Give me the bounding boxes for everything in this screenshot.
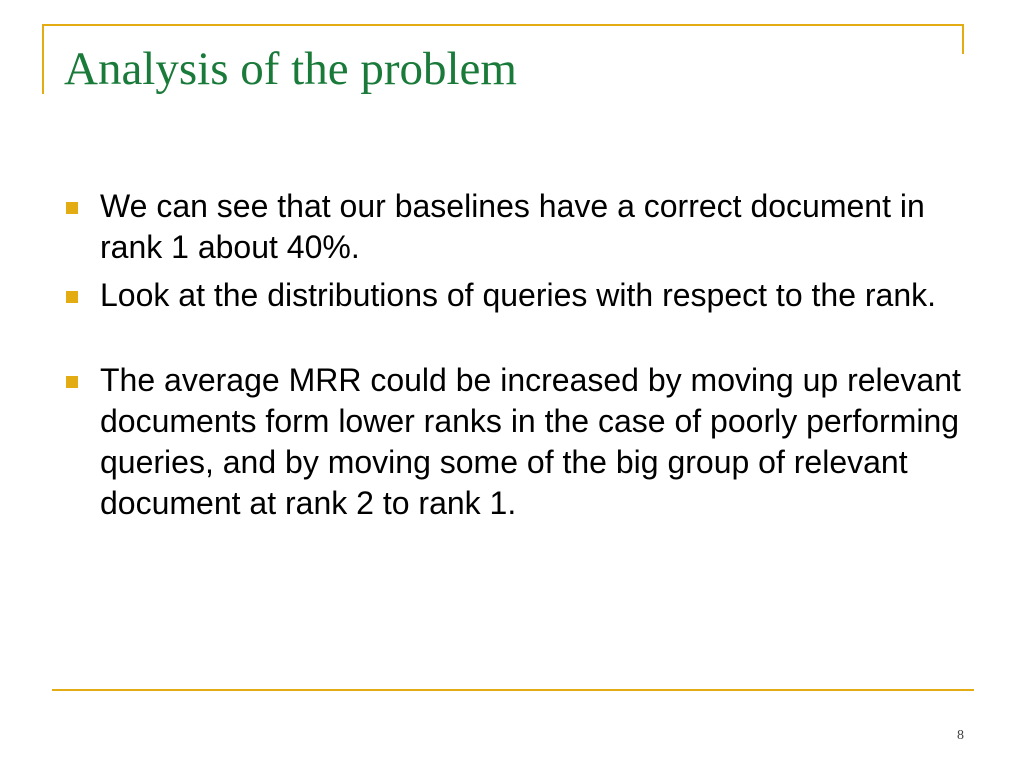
bullet-item xyxy=(66,360,966,524)
square-bullet-icon xyxy=(66,202,78,214)
square-bullet-icon xyxy=(66,291,78,303)
bullet-item xyxy=(66,186,966,268)
bullet-text: The average MRR could be increased by moving up relevant documents form lower ranks in the case of poorly performing queries, and by moving some of the big group of relevant document at rank 2 to rank 1. xyxy=(100,362,961,521)
bullet-text: Look at the distributions of queries with respect to the rank. xyxy=(100,277,937,313)
frame-left-line xyxy=(42,24,44,94)
slide-title: Analysis of the problem xyxy=(64,43,517,95)
bullet-list xyxy=(66,186,966,531)
bullet-item xyxy=(66,275,966,316)
bullet-text: We can see that our baselines have a correct document in rank 1 about 40%. xyxy=(100,188,925,265)
page-number: 8 xyxy=(957,728,964,743)
frame-bottom-line xyxy=(52,689,974,691)
frame-right-line xyxy=(962,24,964,54)
square-bullet-icon xyxy=(66,376,78,388)
frame-top-line xyxy=(42,24,964,26)
